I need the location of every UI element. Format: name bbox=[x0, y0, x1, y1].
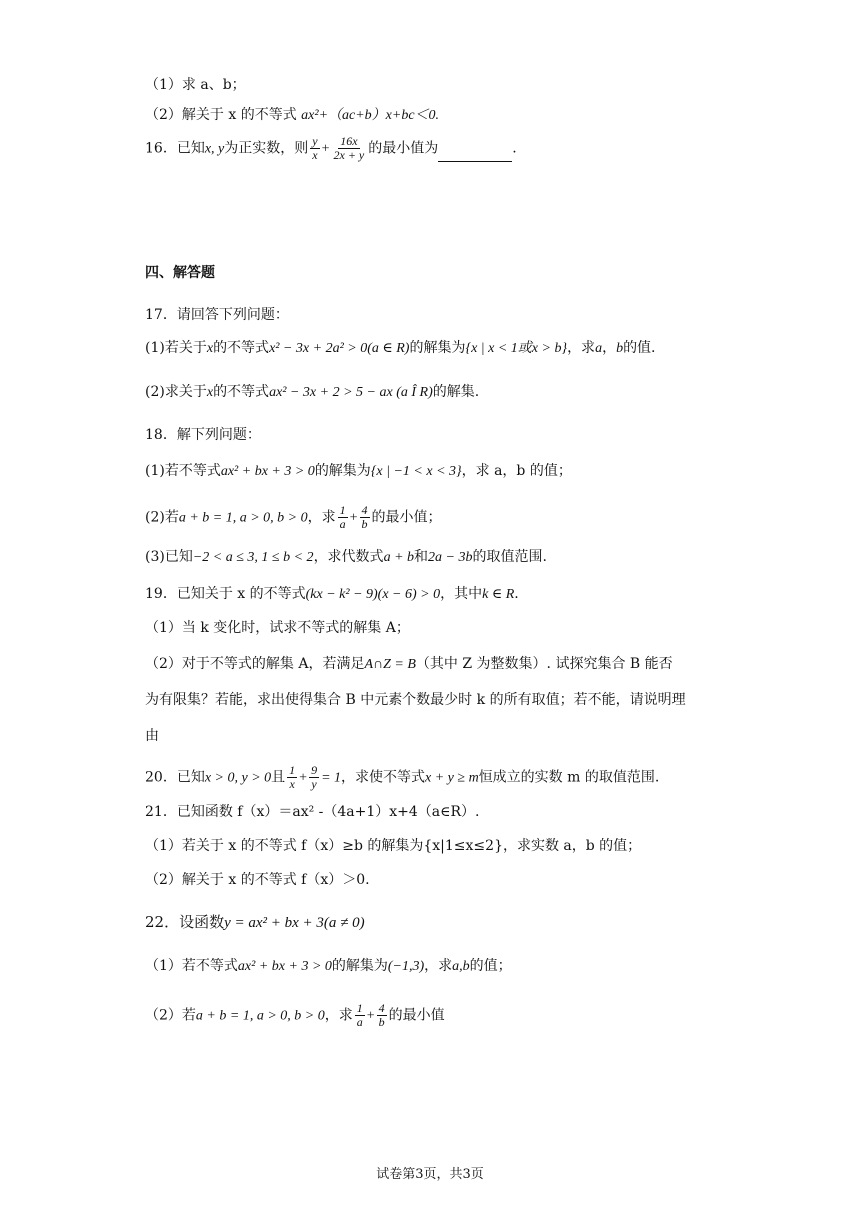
q20: 20．已知x > 0, y > 0且 $\frac{1}{x}$ + $\frac{9}{y}$ = 1，求使不等式x + y ≥ m恒成立的实数 m 的取值范围. bbox=[145, 763, 660, 791]
q22-part1: （1）若不等式ax² + bx + 3 > 0的解集为(−1,3)，求a,b的值； bbox=[145, 958, 512, 974]
fraction-4-over-b: $\frac{4}{b}$ bbox=[378, 1001, 385, 1029]
answer-blank[interactable] bbox=[438, 147, 512, 162]
q21: 21．已知函数 f（x）＝ax² -（4a+1）x+4（a∈R）. bbox=[145, 804, 480, 820]
math: x, y bbox=[204, 141, 225, 157]
text: 为正实数，则 bbox=[224, 140, 309, 157]
q21-part1: （1）若关于 x 的不等式 f（x）≥b 的解集为{x|1≤x≤2}，求实数 a，b 的值； bbox=[145, 838, 642, 854]
q17-part2: (2)求关于x的不等式ax² − 3x + 2 > 5 − ax (a Î R)的解集. bbox=[145, 384, 480, 400]
q18-part2: (2)若a + b = 1, a > 0, b > 0，求 $\frac{1}{a}$ + $\frac{4}{b}$ 的最小值； bbox=[145, 503, 442, 531]
fraction-y-over-x: $\frac{y}{x}$ bbox=[312, 134, 318, 162]
q22-part2: （2）若a + b = 1, a > 0, b > 0，求 $\frac{1}{a}$ + $\frac{4}{b}$ 的最小值 bbox=[145, 1001, 445, 1029]
q19-part2-cont: 为有限集？若能，求出使得集合 B 中元素个数最少时 k 的所有取值；若不能，请说明理 bbox=[145, 692, 686, 708]
q18: 18．解下列问题： bbox=[145, 427, 261, 443]
q19-part1: （1）当 k 变化时，试求不等式的解集 A； bbox=[145, 620, 410, 636]
math: ax²+（ac+b）x+bc＜0. bbox=[301, 108, 440, 123]
q19-part2-end: 由 bbox=[145, 728, 159, 744]
q18-part1: (1)若不等式ax² + bx + 3 > 0的解集为{x | −1 < x < 3}，求 a，b 的值； bbox=[145, 463, 572, 479]
q17-part1: (1)若关于x的不等式x² − 3x + 2a² > 0(a ∈ R)的解集为{x | x < 1或x > b}，求a，b的值. bbox=[145, 340, 656, 356]
fraction-16x-over-2x-plus-y: $\frac{16x}{2x + y}$ bbox=[333, 134, 365, 162]
q22: 22．设函数y = ax² + bx + 3(a ≠ 0) bbox=[145, 913, 365, 931]
fraction-4-over-b: $\frac{4}{b}$ bbox=[361, 503, 368, 531]
section-title: 四、解答题 bbox=[145, 265, 215, 281]
q15-part2 bbox=[145, 105, 439, 126]
q18-part3: (3)已知−2 < a ≤ 3, 1 ≤ b < 2，求代数式a + b和2a − 3b的取值范围. bbox=[145, 549, 547, 565]
q21-part2: （2）解关于 x 的不等式 f（x）＞0. bbox=[145, 872, 370, 888]
fraction-9-over-y: $\frac{9}{y}$ bbox=[311, 763, 318, 791]
q19-part2: （2）对于不等式的解集 A，若满足A∩Z = B（其中 Z 为整数集）. 试探究集合 B 能否 bbox=[145, 656, 673, 672]
fraction-1-over-a: $\frac{1}{a}$ bbox=[339, 503, 346, 531]
fraction-1-over-x: $\frac{1}{x}$ bbox=[289, 763, 296, 791]
q17: 17．请回答下列问题： bbox=[145, 307, 289, 323]
fraction-1-over-a: $\frac{1}{a}$ bbox=[356, 1001, 363, 1029]
text: （1）求 a、b； bbox=[145, 77, 246, 93]
page-footer: 试卷第3页，共3页 bbox=[376, 1167, 484, 1182]
text: 的最小值为 bbox=[368, 140, 439, 157]
text: （2）解关于 x 的不等式 bbox=[145, 107, 302, 123]
q15-part1 bbox=[145, 75, 246, 95]
q16: 16．已知x, y为正实数，则 $\frac{y}{x}$ + $\frac{16x}{2x + y}$ 的最小值为 . bbox=[145, 134, 517, 162]
text: 16．已知 bbox=[145, 140, 205, 157]
q19: 19．已知关于 x 的不等式(kx − k² − 9)(x − 6) > 0，其中k ∈ R. bbox=[145, 586, 519, 602]
